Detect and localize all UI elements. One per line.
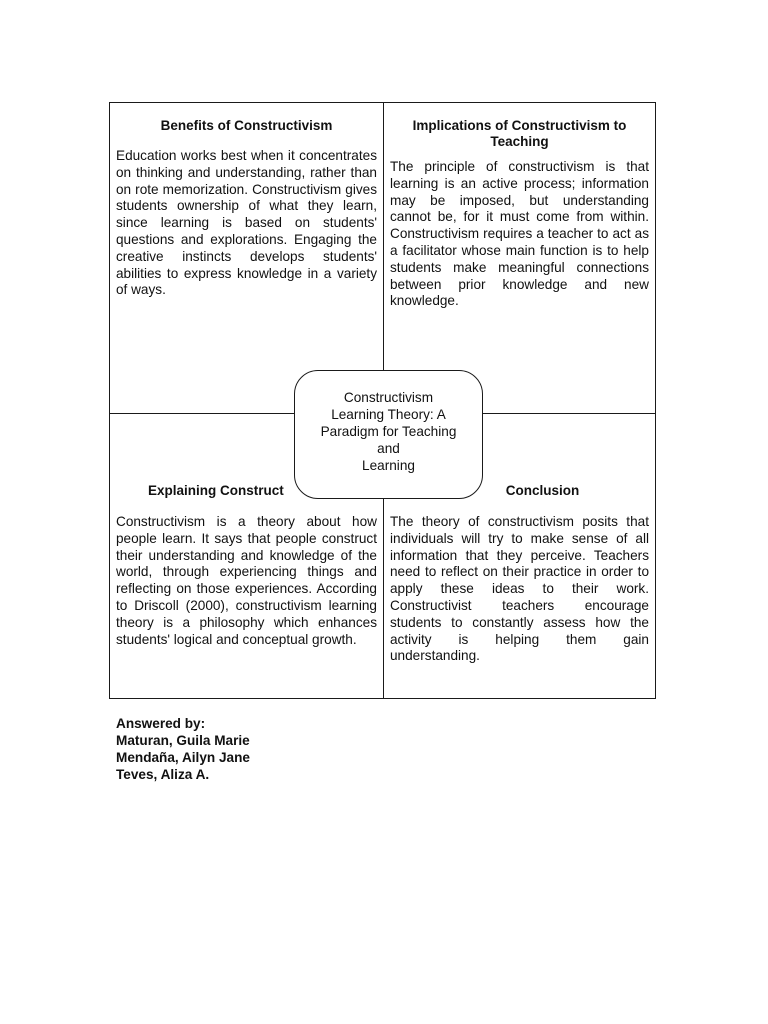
quadrant-body: The principle of constructivism is that learning is an active process; information may be imposed, but understanding cannot be, for it must come from within. Constructivism requires a teacher to act as a facilitator whose main function is to help students make meaningful connections between prior knowledge and new knowledge. bbox=[390, 159, 649, 309]
answered-by-name: Teves, Aliza A. bbox=[116, 767, 210, 782]
answered-by-name: Mendaña, Ailyn Jane bbox=[116, 750, 250, 765]
quadrant-title: Explaining Construct bbox=[148, 483, 284, 498]
quadrant-title: Conclusion bbox=[505, 483, 580, 498]
quadrant-body: Education works best when it concentrates on thinking and understanding, rather than on rote memorization. Constructivism gives students ownership of what they learn, since learning is based on students' questions and explorations. Engaging the creative instincts develops students' abilities to express knowledge in a variety of ways. bbox=[116, 148, 377, 298]
answered-by-name: Maturan, Guila Marie bbox=[116, 733, 250, 748]
quadrant-benefits bbox=[110, 103, 383, 299]
quadrant-body: The theory of constructivism posits that individuals will try to make sense of all information that they perceive. Teachers need to reflect on their practice in order to apply these ideas to their work. Constructivist teachers encourage students to constantly assess how the activity is helping them gain understanding. bbox=[390, 514, 649, 664]
quadrant-title: Benefits of Constructivism bbox=[160, 118, 333, 133]
quadrant-body: Constructivism is a theory about how people learn. It says that people construct their understanding and knowledge of the world, through experiencing things and reflecting on those experiences. According to Driscoll (2000), constructivism learning theory is a philosophy which enhances students' logical and conceptual growth. bbox=[116, 514, 377, 647]
central-topic-text: Constructivism Learning Theory: A Paradigm for Teaching and Learning bbox=[320, 390, 457, 473]
central-topic-box bbox=[294, 370, 483, 499]
answered-by-block bbox=[116, 715, 250, 783]
quadrant-implications bbox=[384, 103, 655, 310]
quadrant-title: Implications of Constructivism to Teaching bbox=[412, 118, 627, 149]
answered-by-label: Answered by: bbox=[116, 716, 206, 731]
